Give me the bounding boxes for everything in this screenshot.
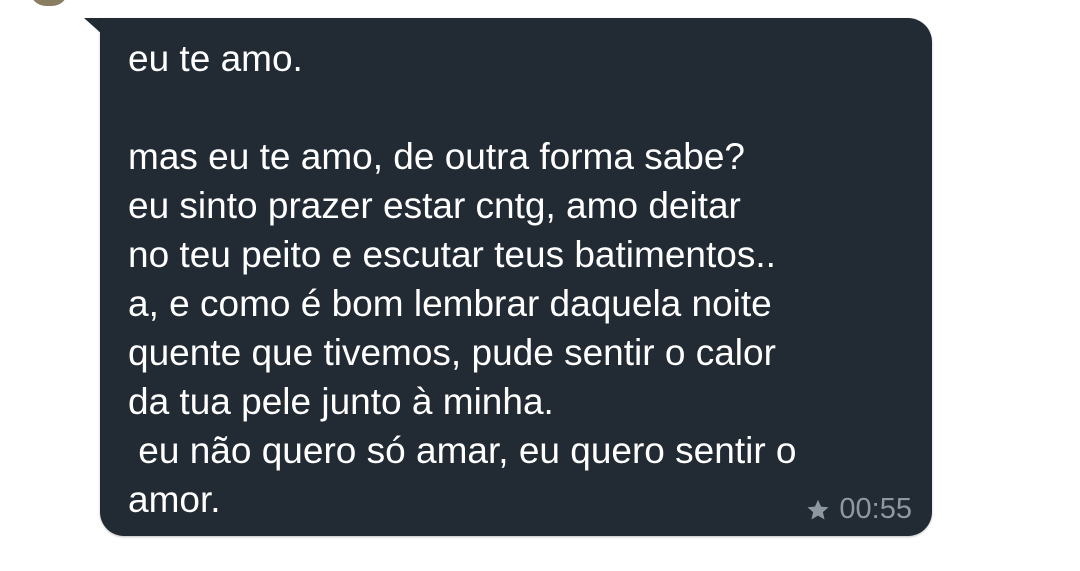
message-timestamp: 00:55 [839, 493, 912, 525]
incoming-message[interactable] [82, 18, 932, 536]
message-text: eu te amo. mas eu te amo, de outra forma sabe? eu sinto prazer estar cntg, amo deitar no teu peito e escutar teus batimentos.. a, e como é bom lembrar daquela noite quente que tivemos, pude sentir o calor da tua pele junto à minha. eu não quero só amar, eu quero sentir o amor. [128, 38, 797, 520]
star-icon [805, 497, 831, 523]
avatar[interactable] [30, 0, 68, 6]
message-bubble[interactable] [100, 18, 932, 536]
message-meta [805, 493, 912, 526]
